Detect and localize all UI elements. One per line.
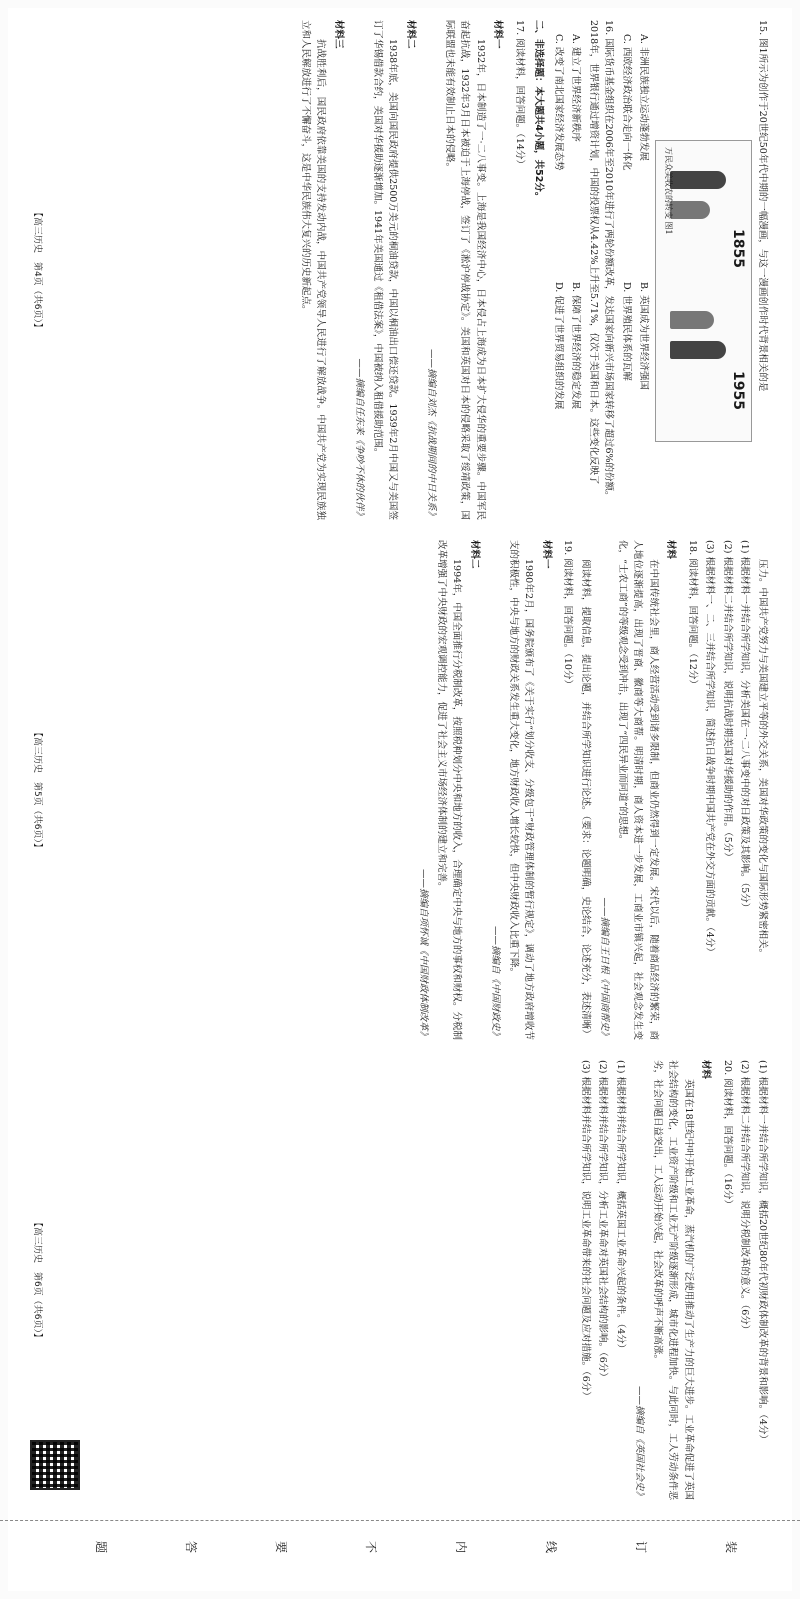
- margin-label: 订: [634, 1541, 648, 1554]
- exam-page-6: [25, 1060, 770, 1500]
- q16-options-row-2: [551, 34, 567, 520]
- exam-page-5: [25, 540, 770, 1040]
- q17-material-2-text: 1938年底，美国向国民政府提供2500万美元的桐油贷款，中国以桐油出口偿还贷款。1939年2月中国又与美国签订了华锡借款合约，美国对华援助逐渐增加。1941年美国通过《租借法案》，中国被纳入租借援助范围。: [372, 20, 399, 520]
- q18-material-label: 材料: [665, 540, 677, 560]
- margin-label: 装: [724, 1541, 738, 1554]
- margin-label: 要: [274, 1541, 288, 1554]
- q15-options-row-2: [619, 34, 635, 520]
- q17-material-1-text: 1932年，日本制造了一·二八事变。上海是我国经济中心，日本侵占上海成为日本扩大侵华的重要步骤。中国军民奋起抗战，1932年3月日本被迫于上海停战，签订了《淞沪停战协定》。美国和英国对日本的侵略采取了绥靖政策，国际联盟也未能有效制止日本的侵略。: [444, 20, 486, 520]
- q15-option-c: C. 西欧经济政治联合走向一体化: [621, 34, 632, 171]
- q19-stem: 19. 阅读材料，回答问题。（10分）: [562, 540, 574, 689]
- margin-label: 答: [184, 1541, 198, 1554]
- q16-option-c: C. 改变了南北国家经济发展态势: [553, 34, 564, 171]
- q15-cartoon: [656, 140, 753, 442]
- q16-option-b: B. 保障了世界经济的稳定发展: [570, 282, 582, 410]
- cartoon-figure-colonizer: [671, 171, 727, 189]
- margin-label: 题: [94, 1541, 108, 1554]
- margin-label: 线: [544, 1541, 558, 1554]
- q16-stem: 16. 国际货币基金组织在2006年至2010年进行了两轮份额改革，发达国家向新兴市场国家转移了超过6%的份额。2018年，世界银行通过增资计划，中国的投票权从4.42%上升至5.71%，仅次于美国和日本。这些变化反映了: [588, 20, 615, 501]
- q17-material-1-label: 材料一: [492, 20, 504, 49]
- q16-option-d: D. 促进了世界贸易组织的发展: [553, 282, 564, 410]
- page-4-footer: 【高三历史 第4页（共6页）】: [32, 208, 43, 332]
- q15-options-row-1: [636, 34, 652, 520]
- cartoon-figure-colonized-later: [671, 311, 715, 329]
- q18-material-text: 在中国传统社会里，商人经营活动受到诸多限制，但商业仍然得到一定发展。宋代以后，随着商品经济的繁荣，商人地位逐渐提高，出现了晋商、徽商等大商帮。明清时期，商人资本进一步发展，工商业市镇兴起，社会观念发生变化，“士农工商”的等级观念受到冲击，出现了“四民异业而同道”的思想。: [617, 540, 659, 1040]
- margin-label: 内: [454, 1541, 468, 1554]
- q20-sub-2: (2) 根据材料并结合所学知识，分析工业革命对英国社会结构的影响。（6分）: [597, 1060, 609, 1382]
- q17-material-1-cite: ——摘编自刘杰《抗战期间的中日关系》: [426, 348, 438, 520]
- q17-sub-3: (3) 根据材料一、二、三并结合所学知识，简述抗日战争时期中国共产党在外交方面的贡献。（4分）: [704, 540, 716, 957]
- q15-option-d: D. 世界殖民体系的瓦解: [621, 282, 632, 381]
- cartoon-figure-colonized: [671, 201, 711, 219]
- q15-stem: 15. 图1所示为创作于20世纪50年代中期的一幅漫画，与这一漫画创作时代背景相关的是: [757, 20, 768, 392]
- q17-stem: 17. 阅读材料，回答问题。（14分）: [514, 20, 525, 169]
- q20-material-cite: ——摘编自《英国社会史》: [634, 1385, 646, 1500]
- section-2-heading: 二、非选择题：本大题共4小题，共52分。: [533, 20, 545, 202]
- cartoon-figure-colonizer-later: [671, 341, 727, 359]
- q19-material-1-cite: ——摘编自《中国财政史》: [490, 925, 502, 1040]
- q19-sub-2: (2) 根据材料二并结合所学知识，说明分税制改革的意义。（6分）: [739, 1060, 751, 1335]
- page-5-footer: 【高三历史 第5页（共6页）】: [32, 728, 43, 852]
- q17-sub-2: (2) 根据材料二并结合所学知识，说明抗战时期美国对华援助的作用。（5分）: [722, 540, 733, 862]
- q19-sub-1: (1) 根据材料一并结合所学知识，概括20世纪80年代初财政体制改革的背景和影响。（4分）: [757, 1060, 768, 1444]
- q17-material-3-continued: 压力。中国共产党努力与美国建立平等的外交关系，美国对华政策的变化与国际形势紧密相关。: [757, 559, 768, 959]
- cartoon-caption: 万民众美收农的转变 图1: [664, 147, 673, 235]
- q17-material-2-cite: ——摘编自任东来《争吵不休的伙伴》: [354, 358, 366, 520]
- q20-stem: 20. 阅读材料，回答问题。（16分）: [722, 1060, 733, 1209]
- q16-option-a: A. 建立了世界经济新秩序: [570, 34, 582, 142]
- margin-label: 不: [364, 1541, 378, 1554]
- q19-material-2-text: 1994年，中国全面推行分税制改革，按照税种划分中央和地方的收入，合理确定中央与地方的事权和财权。分税制改革增强了中央财政的宏观调控能力，促进了社会主义市场经济体制的建立和完善。: [436, 540, 463, 1040]
- q19-material-2-label: 材料二: [469, 540, 480, 569]
- qr-code: [30, 1440, 80, 1490]
- q20-material-text: 英国在18世纪中叶开始工业革命，蒸汽机的广泛使用推动了生产力的巨大进步。工业革命促进了英国社会结构的变化，工业资产阶级和工业无产阶级逐渐形成，城市化进程加快。与此同时，工人劳动条件恶劣，社会问题日益突出，工人运动开始兴起，社会改革的呼声不断高涨。: [652, 1060, 694, 1500]
- q20-material-label: 材料: [700, 1060, 712, 1080]
- q20-sub-3: (3) 根据材料并结合所学知识，说明工业革命带来的社会问题及应对措施。（6分）: [580, 1060, 591, 1401]
- q20-sub-1: (1) 根据材料并结合所学知识，概括英国工业革命兴起的条件。（4分）: [615, 1060, 626, 1354]
- q18-stem: 18. 阅读材料，回答问题。（12分）: [687, 540, 698, 689]
- q15-option-a: A. 非洲民族独立运动蓬勃发展: [638, 34, 650, 161]
- q17-sub-1: (1) 根据材料一并结合所学知识，分析美国在一·二八事变中的对日政策及其影响。（5分）: [739, 540, 751, 913]
- q19-material-1-label: 材料一: [541, 540, 552, 569]
- q19-material-1-text: 1980年2月，国务院颁布了《关于实行“划分收支、分级包干”财政管理体制的暂行规定》，调动了地方政府增收节支的积极性，中央与地方的财政关系发生重大变化，地方财政收入增长较快，但中央财政收入比重下降。: [508, 540, 535, 1040]
- q17-material-3-label: 材料三: [333, 20, 344, 49]
- q18-task: 阅读材料，提取信息，提出论题，并结合所学知识进行论述。（要求：论题明确，史论结合，论述充分，表述清晰）: [580, 559, 591, 1039]
- q16-options-row-1: [568, 34, 584, 520]
- q19-material-2-cite: ——摘编自项怀诚《中国财政体制改革》: [418, 868, 430, 1040]
- q18-material-cite: ——摘编自王日根《中国商帮史》: [599, 897, 611, 1040]
- q15-option-b: B. 英国成为世界经济强国: [638, 282, 650, 391]
- exam-page-4: [25, 20, 770, 520]
- cartoon-year-1955: 1955: [730, 371, 747, 410]
- q17-material-3-text: 抗战胜利后，国民政府依靠美国的支持发动内战，中国共产党领导人民进行了解放战争。中国共产党为实现民族独立和人民解放进行了不懈奋斗，这是中华民族伟大复兴的历史新起点。: [300, 20, 327, 520]
- cartoon-year-1855: 1855: [730, 229, 747, 268]
- q17-material-2-label: 材料二: [405, 20, 416, 49]
- page-6-footer: 【高三历史 第6页（共6页）】: [32, 1218, 43, 1342]
- binding-margin: [0, 1520, 800, 1581]
